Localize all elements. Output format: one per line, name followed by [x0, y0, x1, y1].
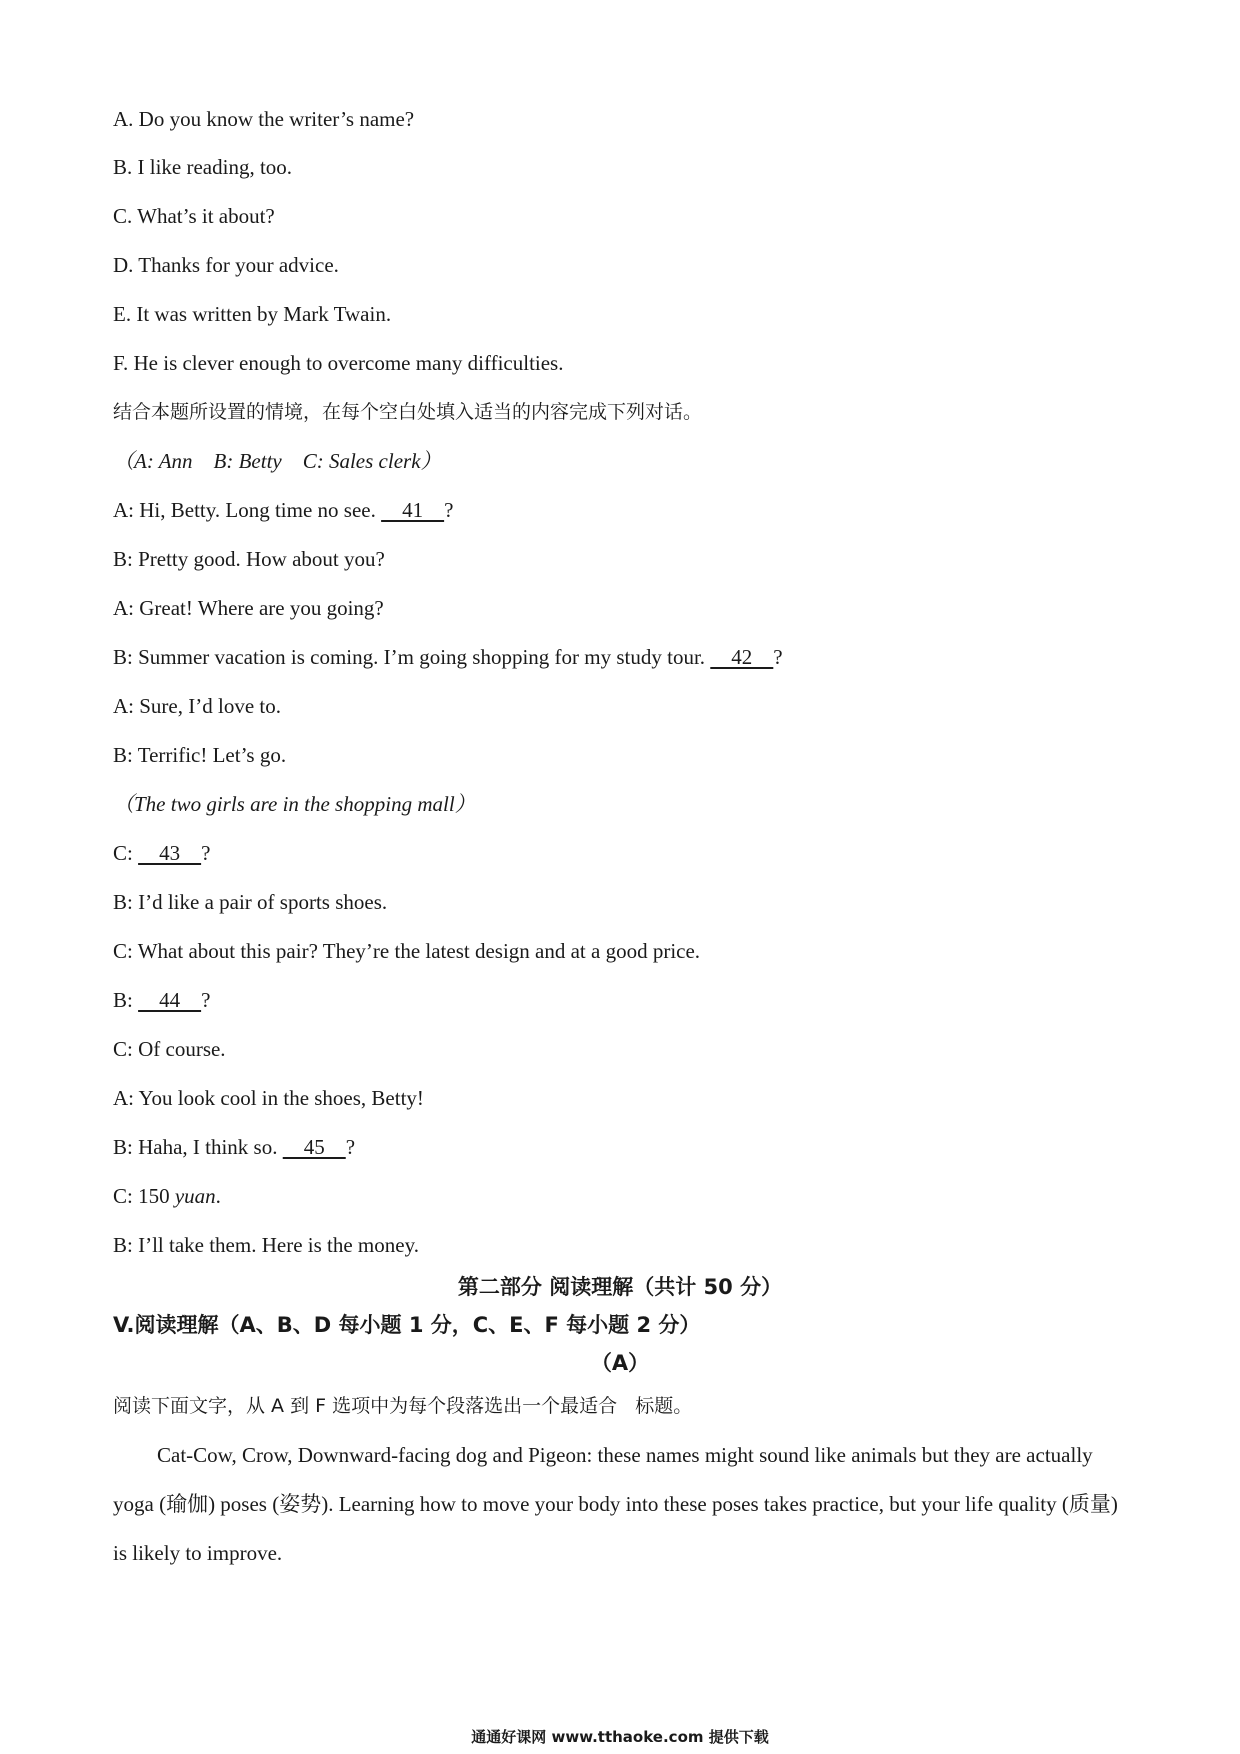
dialogue-line-6: B: Terrific! Let’s go. [113, 743, 287, 767]
part-two-title: 第二部分 阅读理解（共计 50 分） [457, 1275, 783, 1299]
dialogue-line-2: B: Pretty good. How about you? [113, 547, 385, 571]
dialogue-line-5: A: Sure, I’d love to. [113, 694, 281, 718]
dialogue-line-8: B: I’d like a pair of sports shoes. [113, 890, 388, 914]
dialogue-text: . [215, 1184, 221, 1208]
dialogue-text: ? [201, 988, 211, 1012]
dialogue-text: C: 150 [113, 1184, 175, 1208]
dialogue-line-13 [113, 1133, 355, 1161]
dialogue-text: ? [345, 1135, 356, 1159]
dialogue-line-15: B: I’ll take them. Here is the money. [113, 1233, 419, 1257]
dialogue-line-7 [113, 839, 210, 867]
dialogue-instruction: 结合本题所设置的情境，在每个空白处填入适当的内容完成下列对话。 [113, 401, 703, 423]
blank-42[interactable]: 42 [710, 645, 774, 669]
dialogue-text: C: [113, 841, 139, 865]
reading-instruction: 阅读下面文字，从 A 到 F 选项中为每个段落选出一个最适合 标题。 [113, 1395, 693, 1417]
dialogue-text: B: [113, 988, 139, 1012]
blank-43[interactable]: 43 [138, 841, 202, 865]
dialogue-text: ? [773, 645, 783, 669]
dialogue-line-9: C: What about this pair? They’re the latest design and at a good price. [113, 939, 701, 963]
section-title: V.阅读理解（A、B、D 每小题 1 分，C、E、F 每小题 2 分） [113, 1313, 701, 1337]
dialogue-roles: （A: Ann B: Betty C: Sales clerk） [113, 449, 442, 473]
option-a: A. Do you know the writer’s name? [113, 107, 415, 131]
dialogue-line-1 [113, 496, 453, 524]
option-f: F. He is clever enough to overcome many difficulties. [113, 351, 564, 375]
option-b: B. I like reading, too. [113, 155, 293, 179]
subsection-title: （A） [590, 1351, 650, 1375]
dialogue-line-11: C: Of course. [113, 1037, 226, 1061]
dialogue-line-3: A: Great! Where are you going? [113, 596, 384, 620]
scene-note: （The two girls are in the shopping mall） [113, 792, 476, 816]
reading-passage: Cat-Cow, Crow, Downward-facing dog and Pigeon: these names might sound like animals but they are actually yoga (瑜伽) poses (姿势). Learning how to move your body into these poses takes practice, but your life quality (质量) is likely to improve. [113, 1443, 1118, 1565]
dialogue-text: A: Hi, Betty. Long time no see. [113, 498, 382, 522]
blank-44[interactable]: 44 [138, 988, 202, 1012]
dialogue-line-10 [113, 986, 210, 1014]
dialogue-text-italic: yuan [174, 1184, 216, 1208]
dialogue-line-14 [113, 1182, 221, 1210]
dialogue-text: ? [201, 841, 211, 865]
footer-text: 通通好课网 www.tthaoke.com 提供下载 [471, 1728, 769, 1746]
blank-41[interactable]: 41 [381, 498, 445, 522]
dialogue-text: ? [444, 498, 454, 522]
option-c: C. What’s it about? [113, 204, 275, 228]
option-d: D. Thanks for your advice. [113, 253, 339, 277]
blank-45[interactable]: 45 [282, 1135, 346, 1159]
dialogue-line-12: A: You look cool in the shoes, Betty! [113, 1086, 424, 1110]
dialogue-line-4 [113, 643, 783, 671]
option-e: E. It was written by Mark Twain. [113, 302, 392, 326]
dialogue-text: B: Summer vacation is coming. I’m going shopping for my study tour. [113, 645, 711, 669]
dialogue-text: B: Haha, I think so. [113, 1135, 283, 1159]
